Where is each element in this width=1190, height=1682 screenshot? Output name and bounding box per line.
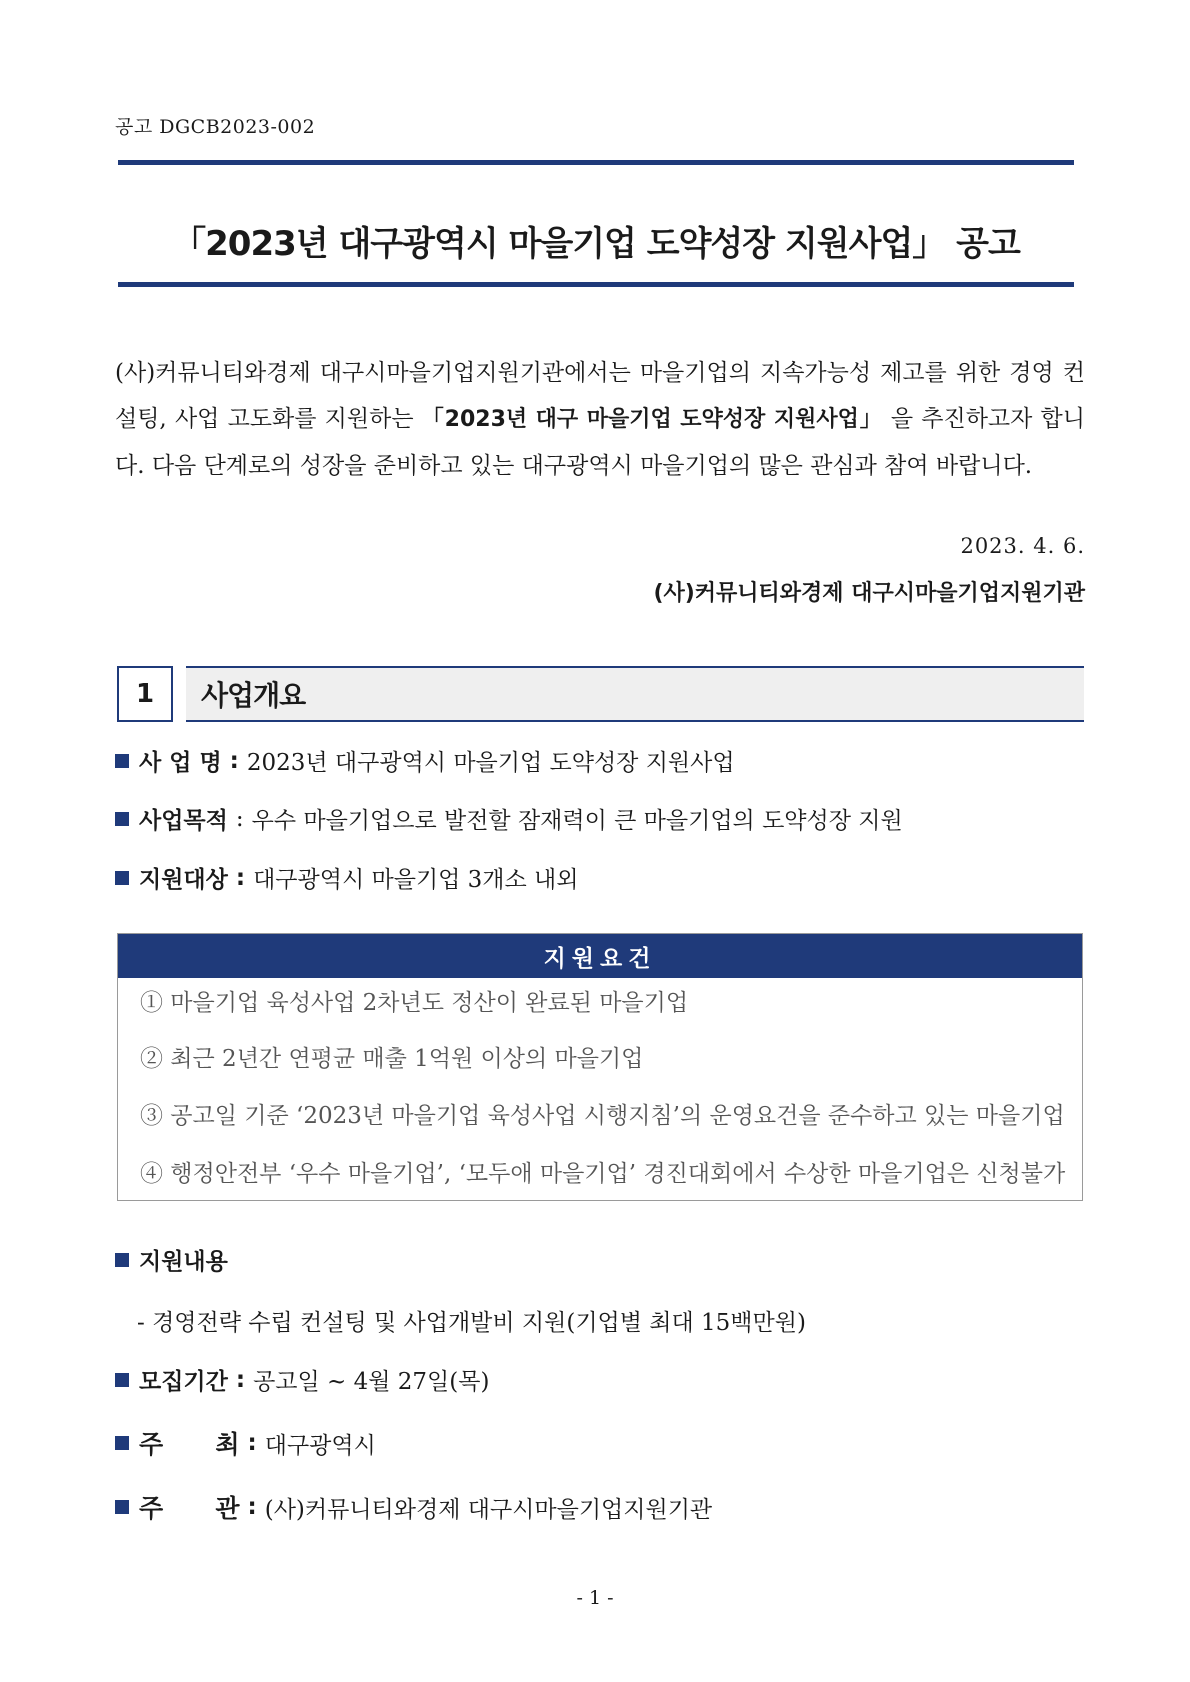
issuing-organization: (사)커뮤니티와경제 대구시마을기업지원기관 xyxy=(653,581,1085,606)
colon: : xyxy=(235,864,246,891)
item-label: 지원대상 xyxy=(139,867,228,893)
square-bullet-icon xyxy=(115,1500,129,1514)
notice-number: 공고 DGCB2023-002 xyxy=(115,116,316,138)
item-value: 대구광역시 마을기업 3개소 내외 xyxy=(253,867,579,893)
item-support-content xyxy=(115,1243,228,1276)
item-target xyxy=(115,861,578,894)
section-number: 1 xyxy=(117,666,173,722)
requirement-item: ④ 행정안전부 ‘우수 마을기업’, ‘모두애 마을기업’ 경진대회에서 수상한 마을기업은 신청불가 xyxy=(140,1161,1066,1187)
square-bullet-icon xyxy=(115,1373,129,1387)
item-label: 지원내용 xyxy=(139,1249,228,1275)
colon: : xyxy=(229,747,239,774)
item-value: 공고일 ~ 4월 27일(목) xyxy=(253,1369,490,1395)
section-title: 사업개요 xyxy=(186,666,1084,722)
square-bullet-icon xyxy=(115,812,129,826)
intro-program-name: 「2023년 대구 마을기업 도약성장 지원사업」 xyxy=(421,407,883,432)
requirement-item: ① 마을기업 육성사업 2차년도 정산이 완료된 마을기업 xyxy=(140,990,689,1016)
square-bullet-icon xyxy=(115,1436,129,1450)
item-label: 모집기간 xyxy=(139,1369,228,1395)
square-bullet-icon xyxy=(115,754,129,768)
square-bullet-icon xyxy=(115,1253,129,1267)
colon: : xyxy=(235,805,244,832)
title-rule xyxy=(118,282,1074,287)
item-value: 우수 마을기업으로 발전할 잠재력이 큰 마을기업의 도약성장 지원 xyxy=(251,808,903,834)
colon: : xyxy=(235,1366,246,1393)
item-organizer xyxy=(115,1489,712,1525)
requirement-item: ③ 공고일 기준 ‘2023년 마을기업 육성사업 시행지침’의 운영요건을 준수하고 있는 마을기업 xyxy=(140,1103,1065,1129)
item-recruit-period xyxy=(115,1363,489,1396)
page-number: - 1 - xyxy=(576,1587,614,1609)
top-rule xyxy=(118,160,1074,165)
support-content-detail: - 경영전략 수립 컨설팅 및 사업개발비 지원(기업별 최대 15백만원) xyxy=(137,1310,806,1336)
item-label: 사업목적 xyxy=(139,808,228,834)
item-host xyxy=(115,1425,376,1461)
requirement-item: ② 최근 2년간 연평균 매출 1억원 이상의 마을기업 xyxy=(140,1046,644,1072)
document-title: 「2023년 대구광역시 마을기업 도약성장 지원사업」 공고 xyxy=(172,224,1020,264)
item-project-name xyxy=(115,744,735,777)
item-purpose xyxy=(115,802,903,835)
item-label: 주 관 xyxy=(139,1494,240,1523)
colon: : xyxy=(247,1430,257,1456)
colon: : xyxy=(247,1494,257,1520)
intro-text-end: 을 추진하고자 합니다. 다음 단계로의 성장을 준비하고 있는 대구광역시 마을기업의 많은 관심과 참여 바랍니다. xyxy=(115,406,1085,479)
item-value: 대구광역시 xyxy=(264,1432,376,1459)
intro-paragraph xyxy=(115,350,1085,489)
item-label: 주 최 xyxy=(139,1430,240,1459)
requirements-heading: 지원요건 xyxy=(118,934,1082,978)
intro-text: (사)커뮤니티와경제 대구시마을기업지원기관에서는 마을기업의 지속가능성 제고를 위한 경영 컨설팅, 사업 고도화를 지원하는 xyxy=(115,360,1086,432)
item-value: (사)커뮤니티와경제 대구시마을기업지원기관 xyxy=(264,1496,713,1523)
item-label: 사 업 명 xyxy=(139,750,222,776)
square-bullet-icon xyxy=(115,871,129,885)
notice-date: 2023. 4. 6. xyxy=(960,534,1085,558)
item-value: 2023년 대구광역시 마을기업 도약성장 지원사업 xyxy=(246,750,735,776)
